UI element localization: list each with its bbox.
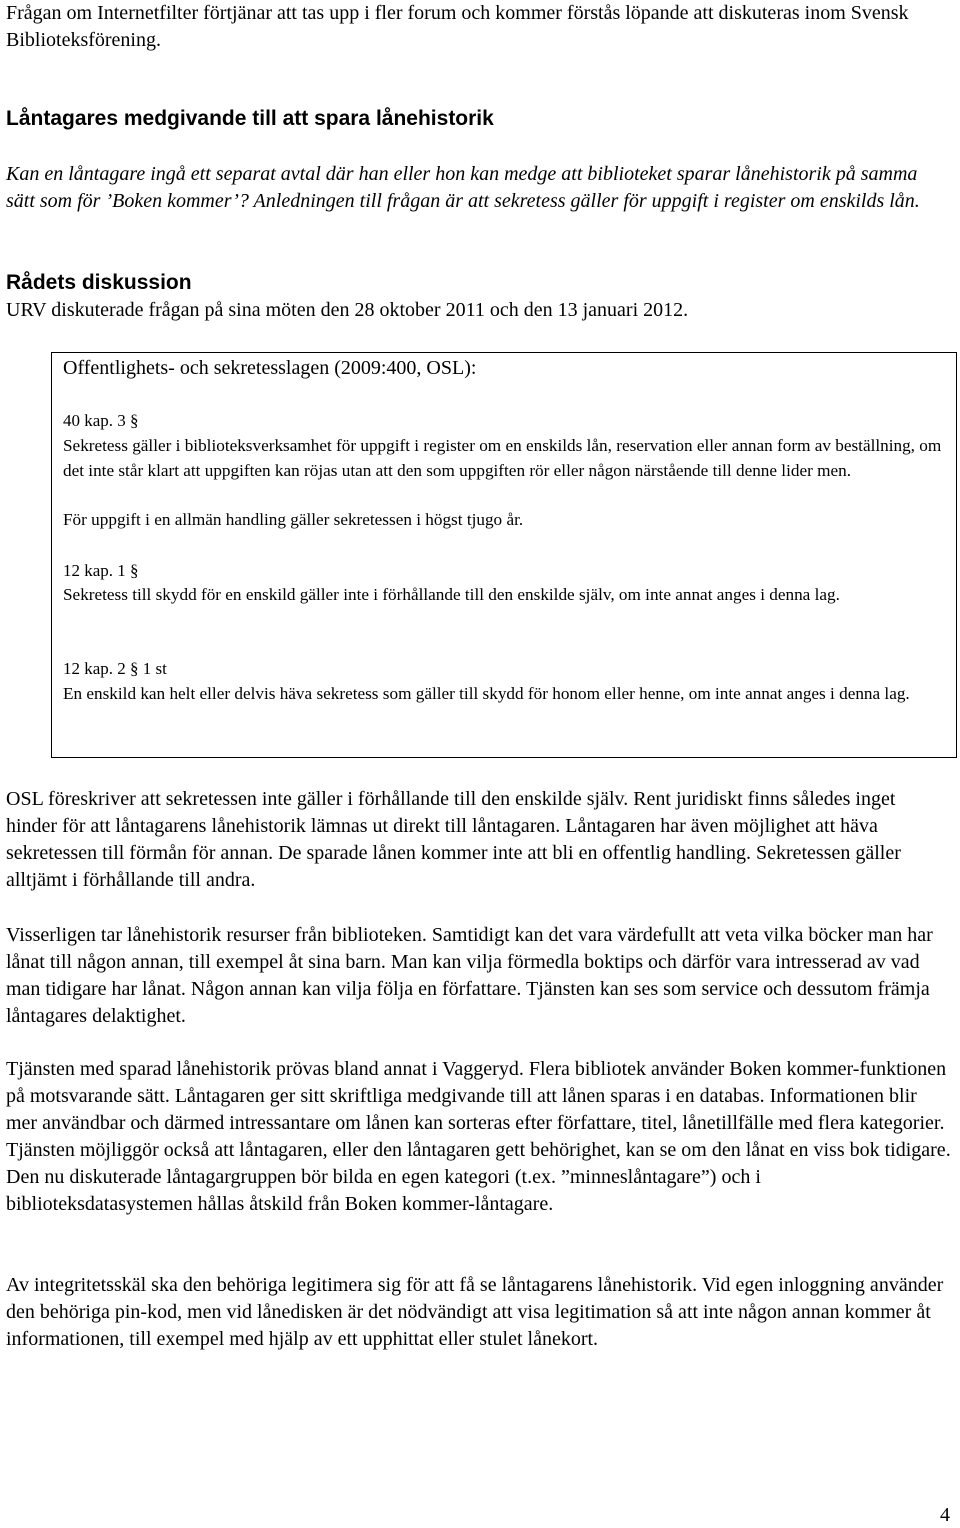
body-paragraph-1: OSL föreskriver att sekretessen inte gäller i förhållande till den enskilde själv. Rent juridiskt finns således inget hinder för att låntagarens lånehistorik lämnas ut direkt till låntagaren. Låntagaren har även möjlighet att häva sekretessen till förmån för annan. De sparade lånen kommer inte att bli en offentlig handling. Sekretessen gäller alltjämt i förhållande till andra. [6, 788, 901, 891]
section-question: Kan en låntagare ingå ett separat avtal där han eller hon kan medge att biblioteket sparar lånehistorik på samma sätt som för ’Boken kommer’? Anledningen till frågan är att sekretess gäller för uppgift i register om enskilds lån. [6, 163, 920, 212]
law-section-text: Sekretess till skydd för en enskild gäller inte i förhållande till den enskilde själv, om inte annat anges i denna lag. [63, 585, 840, 604]
law-section-ref: 40 kap. 3 § [63, 411, 139, 430]
law-section-text: Sekretess gäller i biblioteksverksamhet för uppgift i register om en enskilds lån, reservation eller annan form av beställning, om det inte står klart att uppgiften kan röjas utan att den som uppgiften rör eller någon närstående till denne lider men. [63, 436, 942, 480]
section-title: Låntagares medgivande till att spara lånehistorik [6, 107, 494, 130]
law-section-text: En enskild kan helt eller delvis häva sekretess som gäller till skydd för honom eller henne, om inte annat anges i denna lag. [63, 684, 910, 703]
page-number: 4 [940, 1504, 950, 1526]
discussion-text: URV diskuterade frågan på sina möten den 28 oktober 2011 och den 13 januari 2012. [6, 299, 689, 321]
discussion-heading: Rådets diskussion [6, 271, 192, 294]
law-box-title: Offentlighets- och sekretesslagen (2009:400, OSL): [63, 357, 477, 379]
body-paragraph-4: Av integritetsskäl ska den behöriga legitimera sig för att få se låntagarens lånehistorik. Vid egen inloggning använder den behöriga pin-kod, men vid lånedisken är det nödvändigt att visa legitimation så att inte någon annan kommer åt informationen, till exempel med hjälp av ett upphittat eller stulet lånekort. [6, 1274, 944, 1350]
law-section-ref: 12 kap. 1 § [63, 561, 139, 580]
law-quote-box [51, 352, 957, 758]
body-paragraph-3: Tjänsten med sparad lånehistorik prövas bland annat i Vaggeryd. Flera bibliotek använder Boken kommer-funktionen på motsvarande sätt. Låntagaren ger sitt skriftliga medgivande till att lånen sparas i en databas. Informationen blir mer användbar och därmed intressantare om lånen kan sorteras efter författare, titel, lånetillfälle med flera kategorier. Tjänsten möjliggör också att låntagaren, eller den låntagaren gett behörighet, kan se om den lånat en viss bok tidigare. Den nu diskuterade låntagargruppen bör bilda en egen kategori (t.ex. ”minneslåntagare”) och i biblioteksdatasystemen hållas åtskild från Boken kommer-låntagare. [6, 1058, 951, 1215]
law-section-ref: 12 kap. 2 § 1 st [63, 659, 167, 678]
law-section-extra: För uppgift i en allmän handling gäller sekretessen i högst tjugo år. [63, 510, 524, 529]
intro-paragraph: Frågan om Internetfilter förtjänar att tas upp i fler forum och kommer förstås löpande att diskuteras inom Svensk Biblioteksförening. [6, 2, 909, 51]
body-paragraph-2: Visserligen tar lånehistorik resurser från biblioteken. Samtidigt kan det vara värdefullt att veta vilka böcker man har lånat till någon annan, till exempel åt sina barn. Man kan vilja förmedla boktips och därför vara intresserad av vad man tidigare har lånat. Någon annan kan vilja följa en författare. Tjänsten kan ses som service och dessutom främja låntagares delaktighet. [6, 924, 933, 1027]
